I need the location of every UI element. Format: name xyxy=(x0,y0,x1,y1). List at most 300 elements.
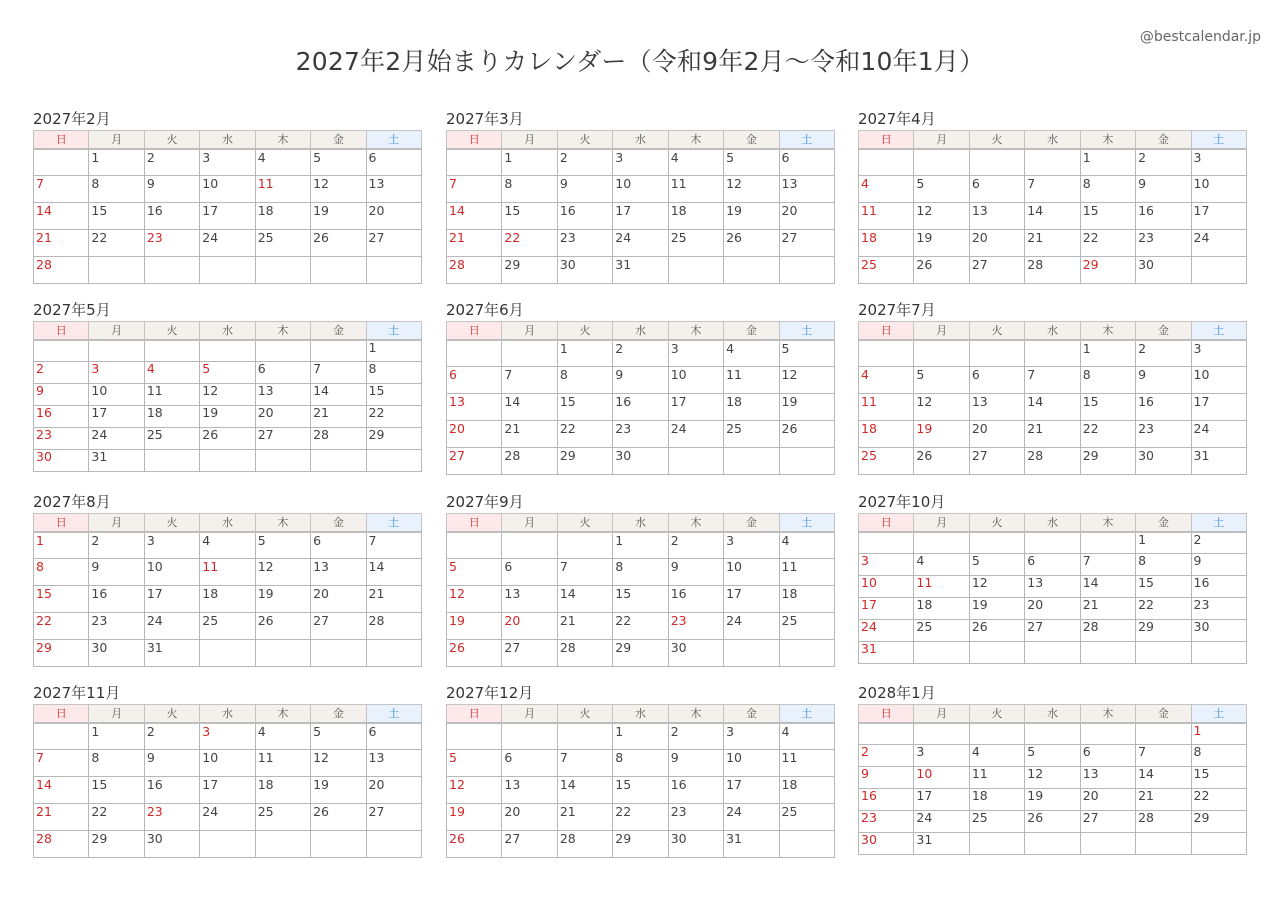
weekday-header: 日 xyxy=(859,131,914,149)
day-cell: 31 xyxy=(724,831,779,858)
empty-cell xyxy=(89,257,144,284)
week-row xyxy=(447,176,835,203)
day-cell: 19 xyxy=(724,203,779,230)
day-cell: 3 xyxy=(724,723,779,750)
week-row xyxy=(34,777,422,804)
day-cell: 14 xyxy=(366,559,421,586)
weekday-header-row xyxy=(447,705,835,723)
weekday-header: 土 xyxy=(1191,705,1246,723)
day-cell: 1 xyxy=(613,723,668,750)
day-cell: 4 xyxy=(914,554,969,576)
page-title: 2027年2月始まりカレンダー（令和9年2月〜令和10年1月） xyxy=(295,47,985,76)
day-cell: 31 xyxy=(1191,448,1246,475)
empty-cell xyxy=(311,340,366,362)
day-cell: 7 xyxy=(1080,554,1135,576)
weekday-header: 木 xyxy=(255,322,310,340)
empty-cell xyxy=(89,340,144,362)
day-cell: 17 xyxy=(200,203,255,230)
day-cell: 5 xyxy=(1025,745,1080,767)
empty-cell xyxy=(447,149,502,176)
day-cell: 13 xyxy=(255,384,310,406)
month-calendar xyxy=(858,491,1247,664)
weekday-header-row xyxy=(34,705,422,723)
week-row xyxy=(447,257,835,284)
day-cell: 5 xyxy=(255,532,310,559)
week-row xyxy=(859,532,1247,554)
week-row xyxy=(34,176,422,203)
day-cell: 12 xyxy=(311,750,366,777)
month-calendar xyxy=(858,108,1247,284)
day-cell: 16 xyxy=(1136,203,1191,230)
weekday-header-row xyxy=(859,514,1247,532)
empty-cell xyxy=(859,723,914,745)
day-cell: 24 xyxy=(914,811,969,833)
day-cell: 10 xyxy=(859,576,914,598)
day-cell: 19 xyxy=(1025,789,1080,811)
day-cell: 9 xyxy=(144,176,199,203)
weekday-header: 日 xyxy=(859,514,914,532)
weekday-header-row xyxy=(34,131,422,149)
empty-cell xyxy=(1025,642,1080,664)
day-cell: 23 xyxy=(613,421,668,448)
day-cell: 4 xyxy=(255,149,310,176)
day-cell: 13 xyxy=(311,559,366,586)
month-title: 2027年5月 xyxy=(33,301,111,319)
day-cell: 19 xyxy=(914,230,969,257)
day-cell: 25 xyxy=(859,448,914,475)
day-cell: 1 xyxy=(34,532,89,559)
day-cell: 24 xyxy=(1191,421,1246,448)
day-cell: 29 xyxy=(366,428,421,450)
day-cell: 23 xyxy=(34,428,89,450)
day-cell: 16 xyxy=(613,394,668,421)
day-cell: 21 xyxy=(1025,421,1080,448)
empty-cell xyxy=(969,149,1024,176)
day-cell: 5 xyxy=(914,176,969,203)
weekday-header-row xyxy=(447,514,835,532)
day-cell: 5 xyxy=(447,559,502,586)
weekday-header: 水 xyxy=(200,705,255,723)
day-cell: 9 xyxy=(859,767,914,789)
empty-cell xyxy=(502,532,557,559)
month-title: 2027年2月 xyxy=(33,110,111,128)
weekday-header: 火 xyxy=(969,131,1024,149)
empty-cell xyxy=(1136,723,1191,745)
day-cell: 17 xyxy=(89,406,144,428)
day-cell: 6 xyxy=(502,559,557,586)
day-cell: 28 xyxy=(1080,620,1135,642)
empty-cell xyxy=(779,831,834,858)
day-cell: 28 xyxy=(1025,448,1080,475)
day-cell: 8 xyxy=(613,559,668,586)
weekday-header: 金 xyxy=(311,131,366,149)
week-row xyxy=(859,833,1247,855)
week-row xyxy=(859,257,1247,284)
week-row xyxy=(859,230,1247,257)
day-cell: 2 xyxy=(613,340,668,367)
day-cell: 2 xyxy=(1191,532,1246,554)
weekday-header: 日 xyxy=(447,322,502,340)
week-row xyxy=(859,811,1247,833)
weekday-header: 火 xyxy=(144,322,199,340)
day-cell: 4 xyxy=(200,532,255,559)
day-cell: 16 xyxy=(144,777,199,804)
week-row xyxy=(447,831,835,858)
month-calendar xyxy=(33,299,422,472)
day-cell: 20 xyxy=(779,203,834,230)
day-cell: 13 xyxy=(969,394,1024,421)
day-cell: 10 xyxy=(724,559,779,586)
day-cell: 18 xyxy=(969,789,1024,811)
week-row xyxy=(859,448,1247,475)
weekday-header-row xyxy=(859,705,1247,723)
weekday-header: 日 xyxy=(447,514,502,532)
day-cell: 3 xyxy=(1191,149,1246,176)
day-cell: 17 xyxy=(144,586,199,613)
empty-cell xyxy=(779,448,834,475)
day-cell: 22 xyxy=(1080,421,1135,448)
empty-cell xyxy=(366,640,421,667)
week-row xyxy=(34,586,422,613)
weekday-header: 日 xyxy=(447,705,502,723)
day-cell: 23 xyxy=(1136,230,1191,257)
empty-cell xyxy=(200,450,255,472)
day-cell: 10 xyxy=(144,559,199,586)
week-row xyxy=(447,340,835,367)
empty-cell xyxy=(914,149,969,176)
day-cell: 13 xyxy=(969,203,1024,230)
weekday-header-row xyxy=(447,322,835,340)
day-cell: 21 xyxy=(557,804,612,831)
empty-cell xyxy=(969,532,1024,554)
weekday-header: 土 xyxy=(1191,131,1246,149)
day-cell: 4 xyxy=(144,362,199,384)
month-table xyxy=(446,130,835,284)
week-row xyxy=(859,203,1247,230)
day-cell: 18 xyxy=(859,421,914,448)
day-cell: 3 xyxy=(200,723,255,750)
day-cell: 27 xyxy=(779,230,834,257)
month-calendar xyxy=(446,491,835,667)
empty-cell xyxy=(1191,257,1246,284)
day-cell: 7 xyxy=(502,367,557,394)
day-cell: 23 xyxy=(89,613,144,640)
day-cell: 9 xyxy=(1136,367,1191,394)
day-cell: 16 xyxy=(668,586,723,613)
day-cell: 28 xyxy=(557,831,612,858)
day-cell: 5 xyxy=(200,362,255,384)
week-row xyxy=(447,532,835,559)
day-cell: 30 xyxy=(668,831,723,858)
day-cell: 21 xyxy=(502,421,557,448)
day-cell: 17 xyxy=(914,789,969,811)
day-cell: 27 xyxy=(1025,620,1080,642)
month-title: 2027年9月 xyxy=(446,493,524,511)
day-cell: 20 xyxy=(255,406,310,428)
month-table xyxy=(446,321,835,475)
day-cell: 11 xyxy=(200,559,255,586)
day-cell: 17 xyxy=(859,598,914,620)
weekday-header: 水 xyxy=(1025,131,1080,149)
day-cell: 20 xyxy=(366,203,421,230)
week-row xyxy=(447,804,835,831)
month-calendar xyxy=(33,108,422,284)
week-row xyxy=(447,367,835,394)
day-cell: 22 xyxy=(89,230,144,257)
weekday-header: 木 xyxy=(1080,131,1135,149)
day-cell: 30 xyxy=(1191,620,1246,642)
month-calendar xyxy=(446,299,835,475)
weekday-header: 水 xyxy=(613,514,668,532)
week-row xyxy=(447,149,835,176)
week-row xyxy=(859,723,1247,745)
day-cell: 26 xyxy=(255,613,310,640)
empty-cell xyxy=(255,450,310,472)
day-cell: 15 xyxy=(89,203,144,230)
empty-cell xyxy=(311,831,366,858)
day-cell: 17 xyxy=(613,203,668,230)
day-cell: 24 xyxy=(724,613,779,640)
day-cell: 11 xyxy=(724,367,779,394)
day-cell: 16 xyxy=(34,406,89,428)
month-calendar xyxy=(858,682,1247,855)
day-cell: 29 xyxy=(34,640,89,667)
day-cell: 28 xyxy=(1136,811,1191,833)
empty-cell xyxy=(200,257,255,284)
day-cell: 14 xyxy=(557,586,612,613)
day-cell: 15 xyxy=(613,777,668,804)
week-row xyxy=(34,640,422,667)
day-cell: 11 xyxy=(255,176,310,203)
month-table xyxy=(858,704,1247,855)
day-cell: 6 xyxy=(366,723,421,750)
empty-cell xyxy=(724,448,779,475)
day-cell: 12 xyxy=(779,367,834,394)
empty-cell xyxy=(1136,833,1191,855)
day-cell: 13 xyxy=(366,750,421,777)
empty-cell xyxy=(200,831,255,858)
week-row xyxy=(34,613,422,640)
weekday-header: 土 xyxy=(1191,322,1246,340)
day-cell: 14 xyxy=(502,394,557,421)
day-cell: 14 xyxy=(34,203,89,230)
day-cell: 5 xyxy=(779,340,834,367)
day-cell: 9 xyxy=(89,559,144,586)
week-row xyxy=(859,176,1247,203)
weekday-header: 木 xyxy=(255,705,310,723)
month-table xyxy=(33,704,422,858)
month-table xyxy=(33,513,422,667)
day-cell: 6 xyxy=(366,149,421,176)
day-cell: 11 xyxy=(914,576,969,598)
empty-cell xyxy=(447,340,502,367)
day-cell: 6 xyxy=(311,532,366,559)
day-cell: 1 xyxy=(1136,532,1191,554)
day-cell: 12 xyxy=(914,203,969,230)
day-cell: 16 xyxy=(89,586,144,613)
day-cell: 3 xyxy=(89,362,144,384)
day-cell: 1 xyxy=(1080,149,1135,176)
weekday-header: 月 xyxy=(502,322,557,340)
weekday-header: 日 xyxy=(859,705,914,723)
week-row xyxy=(34,428,422,450)
day-cell: 9 xyxy=(557,176,612,203)
empty-cell xyxy=(1025,149,1080,176)
day-cell: 9 xyxy=(668,559,723,586)
day-cell: 27 xyxy=(969,448,1024,475)
day-cell: 18 xyxy=(668,203,723,230)
day-cell: 8 xyxy=(1136,554,1191,576)
weekday-header: 月 xyxy=(502,514,557,532)
day-cell: 4 xyxy=(724,340,779,367)
day-cell: 19 xyxy=(311,777,366,804)
empty-cell xyxy=(502,340,557,367)
day-cell: 16 xyxy=(557,203,612,230)
day-cell: 30 xyxy=(613,448,668,475)
day-cell: 30 xyxy=(859,833,914,855)
day-cell: 15 xyxy=(502,203,557,230)
weekday-header: 木 xyxy=(255,131,310,149)
day-cell: 2 xyxy=(557,149,612,176)
day-cell: 27 xyxy=(366,230,421,257)
day-cell: 8 xyxy=(1191,745,1246,767)
day-cell: 8 xyxy=(613,750,668,777)
weekday-header: 水 xyxy=(1025,322,1080,340)
day-cell: 20 xyxy=(969,230,1024,257)
day-cell: 3 xyxy=(914,745,969,767)
empty-cell xyxy=(914,532,969,554)
day-cell: 22 xyxy=(613,613,668,640)
weekday-header: 水 xyxy=(200,131,255,149)
day-cell: 17 xyxy=(1191,394,1246,421)
day-cell: 18 xyxy=(255,777,310,804)
day-cell: 28 xyxy=(557,640,612,667)
day-cell: 6 xyxy=(969,367,1024,394)
weekday-header-row xyxy=(34,322,422,340)
day-cell: 13 xyxy=(779,176,834,203)
day-cell: 29 xyxy=(1080,257,1135,284)
month-calendar xyxy=(33,682,422,858)
month-title: 2027年6月 xyxy=(446,301,524,319)
day-cell: 18 xyxy=(914,598,969,620)
weekday-header: 日 xyxy=(447,131,502,149)
day-cell: 27 xyxy=(1080,811,1135,833)
day-cell: 4 xyxy=(255,723,310,750)
day-cell: 27 xyxy=(255,428,310,450)
day-cell: 26 xyxy=(447,640,502,667)
day-cell: 10 xyxy=(613,176,668,203)
empty-cell xyxy=(557,532,612,559)
day-cell: 21 xyxy=(1080,598,1135,620)
weekday-header: 木 xyxy=(1080,322,1135,340)
empty-cell xyxy=(969,833,1024,855)
day-cell: 1 xyxy=(613,532,668,559)
day-cell: 27 xyxy=(311,613,366,640)
day-cell: 13 xyxy=(502,586,557,613)
day-cell: 22 xyxy=(1136,598,1191,620)
weekday-header: 土 xyxy=(779,322,834,340)
weekday-header: 木 xyxy=(668,322,723,340)
month-table xyxy=(446,704,835,858)
day-cell: 12 xyxy=(724,176,779,203)
day-cell: 5 xyxy=(724,149,779,176)
week-row xyxy=(34,532,422,559)
day-cell: 11 xyxy=(668,176,723,203)
day-cell: 20 xyxy=(447,421,502,448)
weekday-header: 月 xyxy=(502,131,557,149)
month-table xyxy=(33,130,422,284)
weekday-header: 水 xyxy=(1025,705,1080,723)
empty-cell xyxy=(34,723,89,750)
day-cell: 8 xyxy=(34,559,89,586)
weekday-header: 金 xyxy=(1136,131,1191,149)
empty-cell xyxy=(144,257,199,284)
day-cell: 26 xyxy=(724,230,779,257)
weekday-header: 土 xyxy=(779,131,834,149)
day-cell: 24 xyxy=(613,230,668,257)
day-cell: 24 xyxy=(1191,230,1246,257)
day-cell: 24 xyxy=(200,230,255,257)
day-cell: 8 xyxy=(1080,176,1135,203)
day-cell: 6 xyxy=(447,367,502,394)
weekday-header: 火 xyxy=(969,705,1024,723)
weekday-header: 木 xyxy=(668,131,723,149)
day-cell: 7 xyxy=(1025,367,1080,394)
day-cell: 22 xyxy=(1191,789,1246,811)
week-row xyxy=(447,203,835,230)
day-cell: 7 xyxy=(557,750,612,777)
day-cell: 22 xyxy=(557,421,612,448)
day-cell: 22 xyxy=(89,804,144,831)
weekday-header: 火 xyxy=(144,705,199,723)
day-cell: 7 xyxy=(34,176,89,203)
empty-cell xyxy=(1025,532,1080,554)
weekday-header: 金 xyxy=(1136,705,1191,723)
day-cell: 4 xyxy=(668,149,723,176)
day-cell: 14 xyxy=(34,777,89,804)
day-cell: 1 xyxy=(89,723,144,750)
day-cell: 18 xyxy=(859,230,914,257)
day-cell: 11 xyxy=(779,559,834,586)
empty-cell xyxy=(668,257,723,284)
day-cell: 1 xyxy=(1080,340,1135,367)
day-cell: 19 xyxy=(914,421,969,448)
empty-cell xyxy=(311,257,366,284)
day-cell: 21 xyxy=(557,613,612,640)
day-cell: 1 xyxy=(1191,723,1246,745)
day-cell: 20 xyxy=(969,421,1024,448)
week-row xyxy=(34,362,422,384)
day-cell: 28 xyxy=(1025,257,1080,284)
empty-cell xyxy=(311,450,366,472)
month-table xyxy=(858,130,1247,284)
day-cell: 30 xyxy=(144,831,199,858)
day-cell: 8 xyxy=(366,362,421,384)
day-cell: 31 xyxy=(144,640,199,667)
day-cell: 25 xyxy=(255,230,310,257)
month-title: 2027年12月 xyxy=(446,684,534,702)
empty-cell xyxy=(1080,833,1135,855)
day-cell: 3 xyxy=(144,532,199,559)
day-cell: 25 xyxy=(859,257,914,284)
day-cell: 15 xyxy=(34,586,89,613)
day-cell: 8 xyxy=(89,176,144,203)
day-cell: 30 xyxy=(557,257,612,284)
empty-cell xyxy=(724,257,779,284)
week-row xyxy=(34,559,422,586)
day-cell: 12 xyxy=(969,576,1024,598)
day-cell: 7 xyxy=(447,176,502,203)
